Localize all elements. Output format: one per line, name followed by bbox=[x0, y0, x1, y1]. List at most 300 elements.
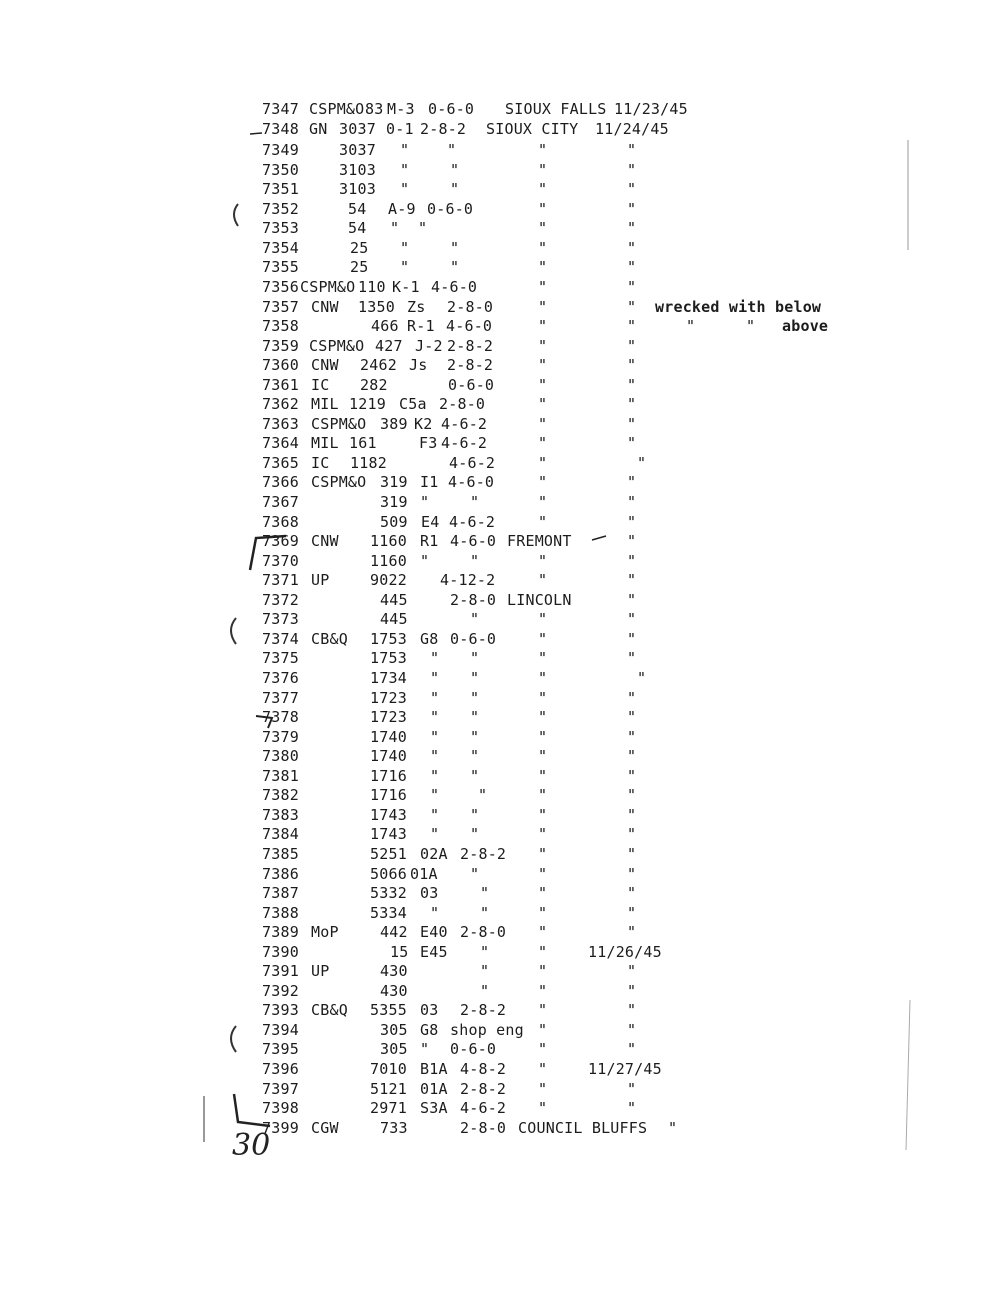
record-field: " bbox=[430, 786, 440, 805]
record-number: 7350 bbox=[262, 160, 299, 179]
record-number: 7385 bbox=[262, 844, 299, 863]
record-field: " bbox=[538, 903, 548, 922]
record-field: 305 bbox=[380, 1040, 408, 1059]
record-field: Zs bbox=[407, 297, 426, 316]
record-field: " bbox=[538, 278, 548, 296]
record-field: " bbox=[470, 805, 480, 824]
record-field: " bbox=[418, 219, 428, 238]
record-field: " bbox=[430, 747, 440, 766]
record-number: 7397 bbox=[262, 1079, 299, 1098]
record-number: 7364 bbox=[262, 434, 299, 453]
record-number: 7394 bbox=[262, 1020, 299, 1039]
record-field: 1743 bbox=[370, 805, 407, 824]
record-field: " bbox=[627, 336, 637, 355]
record-field: S3A bbox=[420, 1099, 448, 1118]
record-field: 305 bbox=[380, 1020, 408, 1039]
record-field: 1182 bbox=[350, 453, 387, 472]
record-field: " bbox=[480, 903, 490, 922]
record-field: 11/26/45 bbox=[588, 942, 662, 961]
record-field: " bbox=[627, 512, 637, 531]
record-field: " bbox=[686, 317, 696, 336]
record-number: 7382 bbox=[262, 786, 299, 805]
record-field: 466 bbox=[371, 317, 399, 336]
record-field: 2-8-0 bbox=[450, 590, 497, 609]
record-field: " bbox=[470, 727, 480, 746]
record-field: " bbox=[627, 317, 637, 336]
record-field: SIOUX CITY bbox=[486, 119, 579, 138]
record-field: " bbox=[627, 884, 637, 902]
record-field: " bbox=[538, 473, 548, 492]
record-field: " bbox=[538, 512, 548, 531]
record-field: " bbox=[470, 688, 480, 707]
record-field: " bbox=[538, 453, 548, 472]
record-field: " bbox=[637, 453, 647, 472]
record-field: " bbox=[450, 258, 460, 277]
record-field: " bbox=[627, 1079, 637, 1098]
record-number: 7358 bbox=[262, 317, 299, 336]
record-number: 7363 bbox=[262, 414, 299, 433]
record-field: 319 bbox=[380, 493, 408, 511]
record-field: 2-8-2 bbox=[460, 844, 507, 863]
record-field: 0-1 bbox=[386, 119, 414, 138]
record-number: 7386 bbox=[262, 864, 299, 883]
record-field: 4-6-0 bbox=[431, 278, 478, 296]
record-field: CNW bbox=[311, 356, 339, 375]
record-number: 7381 bbox=[262, 766, 299, 785]
record-field: " bbox=[480, 962, 490, 981]
record-field: 5332 bbox=[370, 884, 407, 902]
record-number: 7396 bbox=[262, 1060, 299, 1078]
record-field: " bbox=[627, 1001, 637, 1020]
record-field: 1753 bbox=[370, 649, 407, 668]
record-field: " bbox=[627, 395, 637, 414]
record-field: " bbox=[627, 375, 637, 394]
record-field: " bbox=[627, 727, 637, 746]
record-field: R1 bbox=[420, 532, 439, 551]
record-field: 4-8-2 bbox=[460, 1060, 507, 1078]
record-field: Js bbox=[409, 356, 428, 375]
record-field: 445 bbox=[380, 610, 408, 629]
record-number: 7353 bbox=[262, 219, 299, 238]
record-field: " bbox=[627, 278, 637, 296]
record-field: " bbox=[538, 375, 548, 394]
record-field: " bbox=[447, 141, 457, 160]
record-field: 5066 bbox=[370, 864, 407, 883]
record-field: 54 bbox=[348, 219, 367, 238]
record-field: " bbox=[627, 1020, 637, 1039]
record-field: 430 bbox=[380, 981, 408, 1000]
strike-7348 bbox=[250, 133, 262, 134]
record-number: 7371 bbox=[262, 571, 299, 590]
record-field: " bbox=[627, 1099, 637, 1118]
record-field: " bbox=[470, 551, 480, 570]
record-field: CSPM&O bbox=[309, 100, 365, 118]
record-field: " bbox=[538, 571, 548, 590]
record-field: 2462 bbox=[360, 356, 397, 375]
record-field: 1160 bbox=[370, 551, 407, 570]
record-field: 442 bbox=[380, 923, 408, 942]
record-field: CB&Q bbox=[311, 1001, 348, 1020]
record-number: 7361 bbox=[262, 375, 299, 394]
record-field: 2-8-2 bbox=[447, 336, 494, 355]
record-field: E45 bbox=[420, 942, 448, 961]
record-field: " bbox=[538, 610, 548, 629]
record-field: " bbox=[538, 688, 548, 707]
record-field: CGW bbox=[311, 1118, 339, 1137]
record-field: " bbox=[538, 238, 548, 257]
record-field: F3 bbox=[419, 434, 438, 453]
record-field: " bbox=[627, 1040, 637, 1059]
record-field: " bbox=[538, 1020, 548, 1039]
record-field: J-2 bbox=[415, 336, 443, 355]
record-field: CB&Q bbox=[311, 629, 348, 648]
record-number: 7390 bbox=[262, 942, 299, 961]
record-field: " bbox=[627, 610, 637, 629]
record-field: " bbox=[627, 258, 637, 277]
record-field: G8 bbox=[420, 629, 439, 648]
record-field: " bbox=[627, 844, 637, 863]
record-field: " bbox=[538, 1099, 548, 1118]
record-number: 7362 bbox=[262, 395, 299, 414]
record-field: 0-6-0 bbox=[427, 199, 474, 218]
record-field: " bbox=[627, 708, 637, 727]
record-field: 03 bbox=[420, 884, 439, 902]
margin-bracket-3 bbox=[231, 1026, 236, 1052]
record-field: 3103 bbox=[339, 160, 376, 179]
record-field: " bbox=[480, 884, 490, 902]
record-field: " bbox=[538, 297, 548, 316]
record-number: 7347 bbox=[262, 100, 299, 118]
record-field: " bbox=[538, 336, 548, 355]
record-field: " bbox=[627, 981, 637, 1000]
record-field: " bbox=[637, 669, 647, 687]
record-field: " bbox=[420, 1040, 430, 1059]
record-field: 25 bbox=[350, 238, 369, 257]
record-field: 1753 bbox=[370, 629, 407, 648]
record-field: 15 bbox=[390, 942, 409, 961]
record-field: 3037 bbox=[339, 141, 376, 160]
record-field: " bbox=[538, 708, 548, 727]
record-field: 2-8-0 bbox=[439, 395, 486, 414]
record-field: " bbox=[538, 962, 548, 981]
record-field: 319 bbox=[380, 473, 408, 492]
record-field: " bbox=[627, 805, 637, 824]
record-field: MIL bbox=[311, 395, 339, 414]
record-field: E40 bbox=[420, 923, 448, 942]
record-field: " bbox=[627, 864, 637, 883]
record-field: I1 bbox=[420, 473, 439, 492]
record-number: 7373 bbox=[262, 610, 299, 629]
record-field: " bbox=[627, 903, 637, 922]
record-field: 4-6-2 bbox=[441, 414, 488, 433]
record-field: 54 bbox=[348, 199, 367, 218]
record-number: 7368 bbox=[262, 512, 299, 531]
record-field: " bbox=[627, 473, 637, 492]
record-field: CSPM&O bbox=[300, 278, 356, 296]
record-number: 7356 bbox=[262, 278, 299, 296]
record-field: " bbox=[400, 258, 410, 277]
record-field: " bbox=[470, 610, 480, 629]
record-field: " bbox=[627, 590, 637, 609]
record-field: 1723 bbox=[370, 708, 407, 727]
record-field: " bbox=[538, 825, 548, 844]
record-field: 427 bbox=[375, 336, 403, 355]
record-number: 7398 bbox=[262, 1099, 299, 1118]
record-field: " bbox=[627, 747, 637, 766]
record-number: 7388 bbox=[262, 903, 299, 922]
record-field: " bbox=[400, 180, 410, 199]
record-field: " bbox=[538, 199, 548, 218]
record-field: " bbox=[390, 219, 400, 238]
record-field: " bbox=[538, 414, 548, 433]
record-field: 5251 bbox=[370, 844, 407, 863]
record-field: " bbox=[400, 238, 410, 257]
record-field: UP bbox=[311, 962, 330, 981]
record-field: " bbox=[538, 1060, 548, 1078]
record-field: " bbox=[627, 532, 637, 551]
record-field: 0-6-0 bbox=[450, 1040, 497, 1059]
record-field: " bbox=[746, 317, 756, 336]
record-field: 11/27/45 bbox=[588, 1060, 662, 1078]
record-field: 2-8-0 bbox=[460, 1118, 507, 1137]
record-field: " bbox=[627, 414, 637, 433]
record-field: " bbox=[538, 844, 548, 863]
record-field: " bbox=[430, 708, 440, 727]
margin-line-right-2 bbox=[906, 1000, 910, 1150]
record-field: " bbox=[538, 395, 548, 414]
record-field: " bbox=[538, 356, 548, 375]
record-field: 11/23/45 bbox=[614, 100, 688, 118]
record-field: 4-6-2 bbox=[449, 453, 496, 472]
record-number: 7351 bbox=[262, 180, 299, 199]
record-field: GN bbox=[309, 119, 328, 138]
record-field: FREMONT bbox=[507, 532, 572, 551]
record-field: " bbox=[668, 1118, 678, 1137]
record-field: " bbox=[480, 942, 490, 961]
record-field: 733 bbox=[380, 1118, 408, 1137]
record-field: " bbox=[538, 1040, 548, 1059]
record-field: " bbox=[627, 180, 637, 199]
record-field: 430 bbox=[380, 962, 408, 981]
record-field: IC bbox=[311, 375, 330, 394]
record-field: " bbox=[480, 981, 490, 1000]
record-field: 83 bbox=[365, 100, 384, 118]
record-field: 2-8-0 bbox=[460, 923, 507, 942]
record-field: " bbox=[430, 649, 440, 668]
record-field: CSPM&O bbox=[311, 414, 367, 433]
record-field: B1A bbox=[420, 1060, 448, 1078]
record-field: 2-8-2 bbox=[420, 119, 467, 138]
record-field: 1160 bbox=[370, 532, 407, 551]
record-field: 0-6-0 bbox=[428, 100, 475, 118]
record-field: " bbox=[538, 923, 548, 942]
record-field: " bbox=[627, 238, 637, 257]
record-number: 7379 bbox=[262, 727, 299, 746]
record-field: " bbox=[538, 219, 548, 238]
record-field: SIOUX FALLS bbox=[505, 100, 607, 118]
record-field: " bbox=[470, 649, 480, 668]
record-field: " bbox=[538, 747, 548, 766]
record-number: 7349 bbox=[262, 141, 299, 160]
record-field: 9022 bbox=[370, 571, 407, 590]
record-field: K-1 bbox=[392, 278, 420, 296]
record-number: 7372 bbox=[262, 590, 299, 609]
record-field: " bbox=[627, 649, 637, 668]
record-field: 4-6-2 bbox=[460, 1099, 507, 1118]
record-field: " bbox=[627, 571, 637, 590]
record-field: 25 bbox=[350, 258, 369, 277]
record-field: CNW bbox=[311, 297, 339, 316]
record-field: 1740 bbox=[370, 747, 407, 766]
record-field: " bbox=[470, 493, 480, 511]
record-field: " bbox=[627, 923, 637, 942]
record-field: " bbox=[538, 180, 548, 199]
record-number: 7369 bbox=[262, 532, 299, 551]
record-field: " bbox=[538, 942, 548, 961]
record-field: " bbox=[400, 160, 410, 179]
record-field: " bbox=[400, 141, 410, 160]
record-field: R-1 bbox=[407, 317, 435, 336]
record-field: 445 bbox=[380, 590, 408, 609]
record-field: 1743 bbox=[370, 825, 407, 844]
record-field: MoP bbox=[311, 923, 339, 942]
record-number: 7392 bbox=[262, 981, 299, 1000]
record-field: UP bbox=[311, 571, 330, 590]
record-number: 7357 bbox=[262, 297, 299, 316]
record-field: " bbox=[470, 747, 480, 766]
record-field: " bbox=[538, 629, 548, 648]
record-number: 7383 bbox=[262, 805, 299, 824]
record-field: 7010 bbox=[370, 1060, 407, 1078]
record-field: CSPM&O bbox=[309, 336, 365, 355]
record-field: " bbox=[430, 903, 440, 922]
handwritten-page-number: 30 bbox=[232, 1128, 271, 1163]
record-field: 4-6-0 bbox=[448, 473, 495, 492]
record-field: " bbox=[627, 962, 637, 981]
record-field: " bbox=[430, 727, 440, 746]
record-field: " bbox=[430, 766, 440, 785]
record-field: E4 bbox=[421, 512, 440, 531]
record-number: 7377 bbox=[262, 688, 299, 707]
record-field: " bbox=[538, 727, 548, 746]
record-field: " bbox=[538, 258, 548, 277]
record-field: " bbox=[538, 766, 548, 785]
record-field: " bbox=[627, 551, 637, 570]
record-field: 161 bbox=[349, 434, 377, 453]
record-field: 4-12-2 bbox=[440, 571, 496, 590]
record-field: 5355 bbox=[370, 1001, 407, 1020]
record-field: IC bbox=[311, 453, 330, 472]
record-field: 1740 bbox=[370, 727, 407, 746]
record-number: 7395 bbox=[262, 1040, 299, 1059]
record-number: 7389 bbox=[262, 923, 299, 942]
record-field: 5334 bbox=[370, 903, 407, 922]
record-field: " bbox=[627, 199, 637, 218]
record-number: 7365 bbox=[262, 453, 299, 472]
record-field: 2-8-2 bbox=[460, 1001, 507, 1020]
record-field: " bbox=[627, 297, 637, 316]
record-field: shop eng bbox=[450, 1020, 524, 1039]
record-number: 7367 bbox=[262, 493, 299, 511]
record-field: 1350 bbox=[358, 297, 395, 316]
record-field: 4-6-0 bbox=[450, 532, 497, 551]
record-field: " bbox=[538, 1001, 548, 1020]
record-field: " bbox=[538, 864, 548, 883]
record-number: 7375 bbox=[262, 649, 299, 668]
record-field: " bbox=[430, 825, 440, 844]
record-number: 7374 bbox=[262, 629, 299, 648]
record-field: " bbox=[538, 551, 548, 570]
record-field: " bbox=[470, 766, 480, 785]
record-field: 1723 bbox=[370, 688, 407, 707]
record-field: " bbox=[420, 551, 430, 570]
record-field: " bbox=[538, 649, 548, 668]
record-number: 7387 bbox=[262, 884, 299, 902]
record-field: " bbox=[627, 629, 637, 648]
record-field: LINCOLN bbox=[507, 590, 572, 609]
record-field: 2-8-2 bbox=[460, 1079, 507, 1098]
record-field: G8 bbox=[420, 1020, 439, 1039]
record-number: 7370 bbox=[262, 551, 299, 570]
record-field: 2971 bbox=[370, 1099, 407, 1118]
record-field: " bbox=[538, 805, 548, 824]
record-field: 1716 bbox=[370, 786, 407, 805]
record-field: 03 bbox=[420, 1001, 439, 1020]
record-field: wrecked with below bbox=[655, 297, 822, 316]
record-field: " bbox=[538, 317, 548, 336]
record-field: COUNCIL BLUFFS bbox=[518, 1118, 648, 1137]
record-field: " bbox=[538, 884, 548, 902]
record-field: 1734 bbox=[370, 669, 407, 687]
record-number: 7359 bbox=[262, 336, 299, 355]
record-field: " bbox=[538, 981, 548, 1000]
record-field: 0-6-0 bbox=[448, 375, 495, 394]
record-field: 282 bbox=[360, 375, 388, 394]
record-field: 509 bbox=[380, 512, 408, 531]
record-field: A-9 bbox=[388, 199, 416, 218]
record-number: 7366 bbox=[262, 473, 299, 492]
record-field: " bbox=[430, 805, 440, 824]
record-field: " bbox=[430, 669, 440, 687]
margin-bracket-2 bbox=[231, 618, 236, 644]
record-number: 7355 bbox=[262, 258, 299, 277]
record-number: 7384 bbox=[262, 825, 299, 844]
record-field: 2-8-0 bbox=[447, 297, 494, 316]
record-number: 7391 bbox=[262, 962, 299, 981]
record-field: " bbox=[478, 786, 488, 805]
record-number: 7348 bbox=[262, 119, 299, 138]
record-field: 3103 bbox=[339, 180, 376, 199]
record-field: " bbox=[538, 160, 548, 179]
record-field: MIL bbox=[311, 434, 339, 453]
record-field: 1219 bbox=[349, 395, 386, 414]
record-field: 11/24/45 bbox=[595, 119, 669, 138]
record-field: 01A bbox=[420, 1079, 448, 1098]
record-field: " bbox=[470, 864, 480, 883]
record-field: " bbox=[538, 1079, 548, 1098]
record-field: " bbox=[420, 493, 430, 511]
record-number: 7380 bbox=[262, 747, 299, 766]
record-field: 02A bbox=[420, 844, 448, 863]
record-field: " bbox=[627, 825, 637, 844]
record-field: " bbox=[627, 786, 637, 805]
record-number: 7352 bbox=[262, 199, 299, 218]
record-field: " bbox=[627, 493, 637, 511]
record-number: 7360 bbox=[262, 356, 299, 375]
record-field: 389 bbox=[380, 414, 408, 433]
record-field: " bbox=[470, 825, 480, 844]
margin-bracket-1 bbox=[234, 204, 238, 226]
